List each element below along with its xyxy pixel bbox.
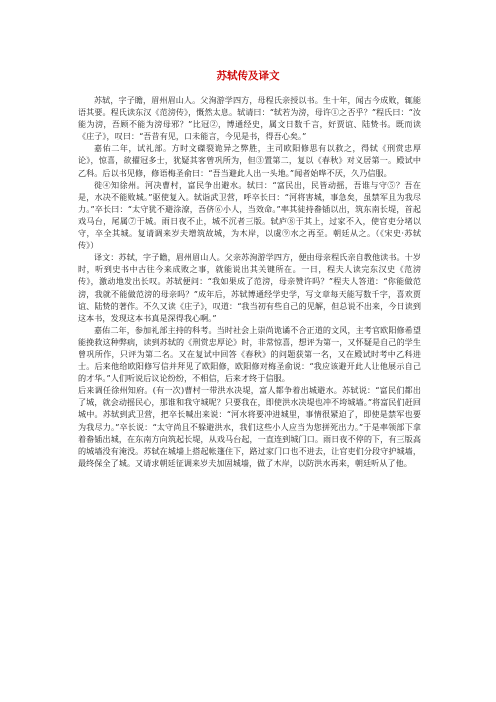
paragraph-translation-1: 译文：苏轼，字子瞻，眉州眉山人。父亲苏洵游学四方，便由母亲程氏亲自教他读书。十岁时，听到史书中古往今来成败之事，就能说出其关键所在。一日，程夫人读完东汉史《范滂传》，激动地发出长叹。苏轼便问：“我如果成了范滂，母亲赞许吗？”程夫人答道：“你能做范滂，我就不能做范滂的母亲吗？”成年后，苏轼博通经学史学，写文章每天能写数千字，喜欢贾谊、陆贽的著作。不久又读《庄子》，叹道：“我当初有些自己的见解，但总说不出来，今日读到这本书，发现这本书真是深得我心啊。” (78, 252, 421, 323)
paragraph-original-3: 徙④知徐州。河决曹村，富民争出避水。轼曰：“富民出，民皆动摇，吾谁与守⑤？吾在是，水决不能败城。”驱使复入。轼诣武卫营，呼卒长曰：“河将害城，事急矣，虽禁军且为我尽力。”卒长曰：“太守犹不避涂潦，吾侪⑥小人，当效命。”率其徒持畚锸以出，筑东南长堤，首起戏马台，尾属⑦于城。雨日夜不止，城不沉者三版。轼庐⑧于其上，过家不入，使官吏分堵以守，卒全其城。复请调来岁夫增筑故城，为木岸，以虞⑨水之再至。朝廷从之。（《宋史·苏轼传》） (78, 179, 421, 251)
paragraph-translation-3: 后来调任徐州知府。(有一次)曹村一带洪水决堤，富人都争着出城避水。苏轼说：“富民们都出了城，就会动摇民心，那谁和我守城呢？只要我在，即使洪水决堤也冲不垮城墙。”将富民们赶回城中。苏轼到武卫营，把卒长喊出来说：“河水将要冲进城里，事情很紧迫了，即使是禁军也要为我尽力。”卒长说：“太守尚且不躲避洪水，我们这些小人应当为您拼死出力。”于是率领部下拿着畚锸出城，在东南方向筑起长堤，从戏马台起，一直连到城门口。雨日夜不停的下，有三版高的城墙没有淹没。苏轼在城墙上搭起帐篷住下，路过家门口也不进去，让官吏们分段守护城墙，最终保全了城。又请求朝廷征调来岁夫加固城墙，做了木岸，以防洪水再来，朝廷听从了他。 (78, 385, 421, 468)
document-body (78, 94, 421, 469)
paragraph-original-2: 嘉佑二年，试礼部。方时文磔裂诡异之弊胜，主司欧阳修思有以救之，得轼《刑赏忠厚论》，惊喜，欲擢冠多士，犹疑其客曾巩所为，但③置第二，复以《春秋》对义居第一。殿试中乙科。后以书见修，修语梅圣俞曰：“吾当避此人出一头地。”闻者始哗不厌，久乃信服。 (78, 143, 421, 178)
paragraph-translation-2: 嘉佑二年，参加礼部主持的科考。当时社会上崇尚诡谲不合正道的文风，主考官欧阳修希望能挽救这种弊病，读到苏轼的《刑赏忠厚论》时，非常惊喜，想评为第一，又怀疑是自己的学生曾巩所作，只评为第二名。又在复试中回答《春秋》的问题获第一名，又在殿试时考中乙科进士。后来他给欧阳修写信并拜见了欧阳修，欧阳修对梅圣俞说：“我应该避开此人让他展示自己的才华。”人们听说后议论纷纷，不相信，后来才终于信服。 (78, 324, 421, 384)
paragraph-original-1: 苏轼，字子瞻，眉州眉山人。父洵游学四方，母程氏亲授以书。生十年，闻古今成败，辄能语其要。程氏读东汉《范滂传》，慨然太息。轼请曰：“轼若为滂，母许①之否乎？”程氏曰：“汝能为滂，吾顾不能为滂母邪？”比冠②，博通经史，属文日数千言，好贾谊、陆贽书。既而读《庄子》，叹曰：“吾昔有见，口未能言，今见是书，得吾心矣。” (78, 95, 421, 142)
document-title: 苏轼传及译文 (216, 70, 280, 82)
